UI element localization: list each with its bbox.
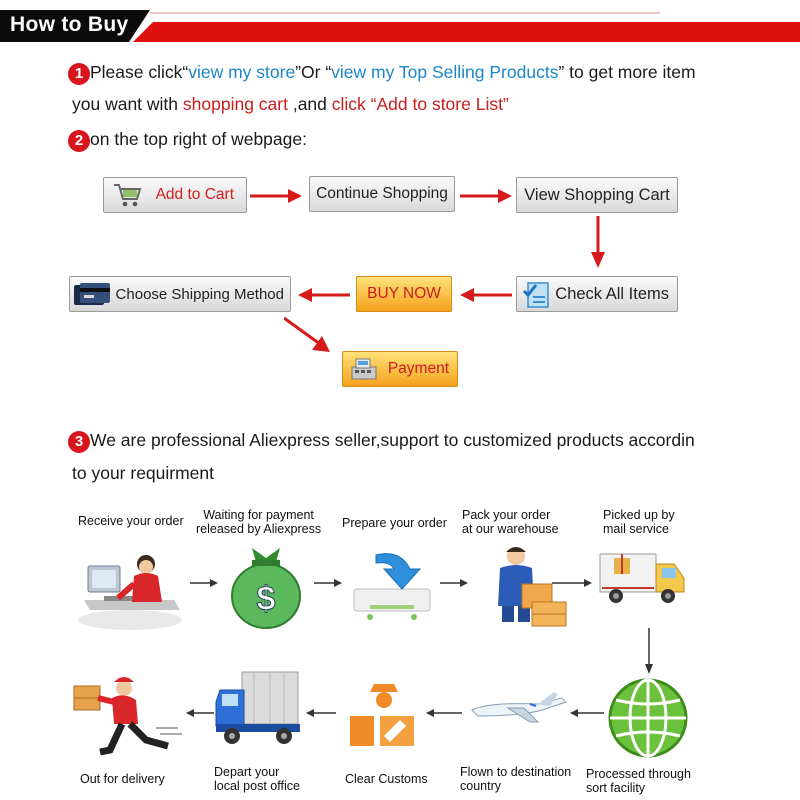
- caption-depart-post-office: [214, 765, 300, 793]
- caption-text: Pack your order: [462, 508, 551, 522]
- caption-text: Waiting for payment: [203, 508, 314, 522]
- caption-out-for-delivery: [80, 772, 165, 786]
- check-all-items-label: Check All Items: [555, 284, 669, 303]
- add-to-cart-label: Add to Cart: [155, 186, 234, 203]
- flow-arrow-right: [250, 189, 302, 203]
- step-1-line-1: [90, 62, 696, 83]
- add-to-cart-button[interactable]: [103, 177, 247, 213]
- flow-arrow-down-right: [284, 316, 332, 354]
- computer-user-icon: [74, 540, 186, 632]
- caption-flown-destination: [460, 765, 571, 793]
- process-arrow-right: [440, 578, 468, 588]
- step-1-text: Please click“: [90, 62, 189, 82]
- process-arrow-right: [552, 578, 592, 588]
- caption-waiting-payment: [196, 508, 321, 536]
- process-arrow-right: [190, 578, 218, 588]
- cash-register-icon: [349, 355, 379, 383]
- buy-now-button[interactable]: [356, 276, 452, 312]
- process-arrow-left: [186, 708, 214, 718]
- caption-receive-order: [78, 514, 184, 528]
- caption-text: Depart your: [214, 765, 280, 779]
- caption-text: mail service: [603, 522, 669, 536]
- process-arrow-left: [426, 708, 462, 718]
- flow-arrow-left: [460, 288, 512, 302]
- caption-text: released by Aliexpress: [196, 522, 322, 536]
- step-1-text: ”Or “: [295, 62, 332, 82]
- caption-clear-customs: [345, 772, 428, 786]
- view-shopping-cart-button[interactable]: [516, 177, 678, 213]
- caption-text: Receive your order: [78, 514, 184, 528]
- caption-text: Out for delivery: [80, 772, 165, 786]
- continue-shopping-label: Continue Shopping: [316, 185, 448, 202]
- step-1-text: ” to get more item: [558, 62, 696, 82]
- step-2-badge: 2: [68, 130, 90, 152]
- airplane-icon: [468, 690, 568, 730]
- process-arrow-down: [643, 628, 655, 674]
- step-1-text: ,and: [287, 94, 332, 114]
- caption-text: Processed through: [586, 767, 691, 781]
- step-3-text-2: to your requirment: [72, 463, 215, 483]
- process-arrow-left: [306, 708, 336, 718]
- courier-icon: [72, 672, 184, 764]
- caption-text: at our warehouse: [462, 522, 559, 536]
- post-truck-icon: [214, 668, 304, 752]
- download-tray-icon: [350, 545, 434, 625]
- globe-icon: [606, 676, 690, 760]
- add-to-store-list-text: click “Add to store List”: [331, 94, 509, 114]
- caption-pack-order: [462, 508, 559, 536]
- caption-text: Prepare your order: [342, 516, 447, 530]
- continue-shopping-button[interactable]: [309, 176, 455, 212]
- delivery-truck-icon: [598, 548, 686, 610]
- caption-processed-sort: [586, 767, 691, 795]
- money-bag-icon: [222, 540, 310, 632]
- caption-text: sort facility: [586, 781, 646, 795]
- customs-officer-icon: [344, 680, 420, 752]
- credit-card-icon: [73, 282, 111, 308]
- caption-text: local post office: [214, 779, 300, 793]
- check-all-items-button[interactable]: [516, 276, 678, 312]
- payment-label: Payment: [387, 360, 449, 377]
- view-my-store-link[interactable]: view my store: [188, 62, 296, 82]
- flow-arrow-down: [591, 216, 605, 268]
- checklist-icon: [522, 279, 554, 311]
- svg-text:$: $: [256, 580, 276, 618]
- step-1-line-2: [72, 94, 509, 115]
- flow-arrow-right: [460, 189, 512, 203]
- view-shopping-cart-label: View Shopping Cart: [524, 185, 670, 204]
- payment-button[interactable]: [342, 351, 458, 387]
- choose-shipping-method-label: Choose Shipping Method: [115, 285, 284, 303]
- process-arrow-left: [570, 708, 604, 718]
- caption-text: country: [460, 779, 501, 793]
- top-selling-link[interactable]: view my Top Selling Products: [331, 62, 559, 82]
- buy-now-label: BUY NOW: [367, 285, 441, 302]
- shopping-cart-text: shopping cart: [182, 94, 288, 114]
- step-3-badge: 3: [68, 431, 90, 453]
- caption-picked-up: [603, 508, 675, 536]
- caption-text: Flown to destination: [460, 765, 572, 779]
- process-arrow-right: [314, 578, 342, 588]
- caption-prepare-order: [342, 516, 447, 530]
- step-1-badge: 1: [68, 63, 90, 85]
- caption-text: Clear Customs: [345, 772, 428, 786]
- step-2-text: on the top right of webpage:: [90, 129, 307, 149]
- flow-arrow-left: [298, 288, 350, 302]
- choose-shipping-method-button[interactable]: [69, 276, 291, 312]
- step-1-text: you want with: [72, 94, 183, 114]
- shopping-cart-icon: [112, 181, 142, 209]
- step-3-text-1: We are professional Aliexpress seller,support to customized products accordin: [90, 430, 695, 450]
- page-title: How to Buy: [10, 13, 129, 36]
- caption-text: Picked up by: [603, 508, 675, 522]
